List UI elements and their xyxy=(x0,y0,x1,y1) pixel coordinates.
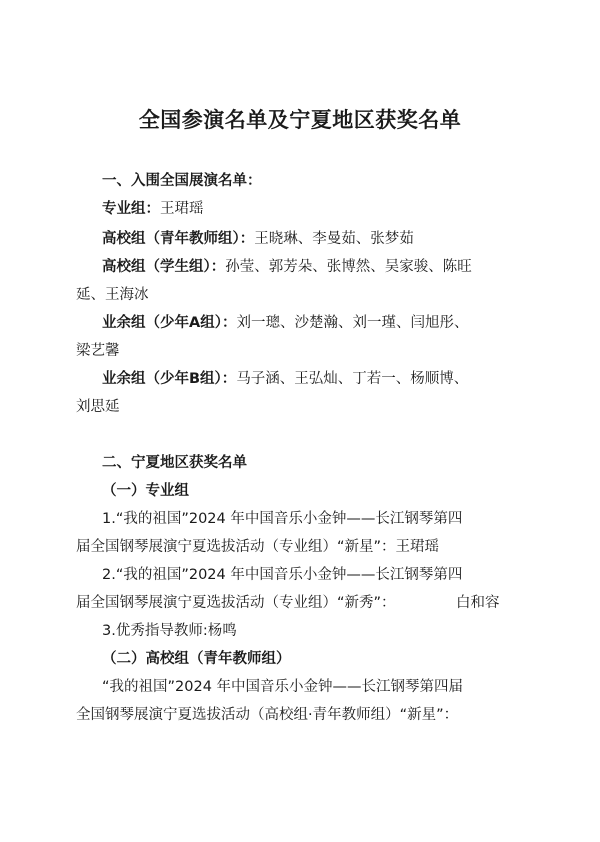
page-title: 全国参演名单及宁夏地区获奖名单 xyxy=(138,108,462,132)
amateur-a-names-line1: 刘一璁、沙楚瀚、刘一瑾、闫旭彤、 xyxy=(236,315,469,331)
sub2-heading: （二）高校组（青年教师组） xyxy=(102,651,291,667)
college-student-label: 高校组（学生组）： xyxy=(102,259,226,275)
college-student-names-line2: 延、王海冰 xyxy=(76,287,149,303)
item1-line1: 1.“我的祖国”2024 年中国音乐小金钟——长江钢琴第四 xyxy=(102,511,463,527)
college-teacher-row xyxy=(102,228,562,250)
item3: 3.优秀指导教师:杨鸣 xyxy=(102,623,237,639)
college-student-row xyxy=(102,256,562,278)
amateur-b-names-line2: 刘思延 xyxy=(76,399,120,415)
amateur-b-label: 业余组（少年B组）： xyxy=(102,371,237,387)
item2-line1: 2.“我的祖国”2024 年中国音乐小金钟——长江钢琴第四 xyxy=(102,567,463,583)
section1-heading: 一、入围全国展演名单： xyxy=(102,173,262,189)
amateur-a-row xyxy=(102,312,562,334)
college-student-names-line1: 孙莹、郭芳朵、张博然、吴家骏、陈旺 xyxy=(225,259,472,275)
professional-names: 王珺瑶 xyxy=(160,201,204,217)
sub2-para-line2: 全国钢琴展演宁夏选拔活动（高校组·青年教师组）“新星”： xyxy=(76,707,459,723)
item2-name: 白和容 xyxy=(456,595,500,611)
item1-line2: 届全国钢琴展演宁夏选拔活动（专业组）“新星”：王珺瑶 xyxy=(76,539,440,555)
sub2-para-line1: “我的祖国”2024 年中国音乐小金钟——长江钢琴第四届 xyxy=(102,679,464,695)
amateur-b-row xyxy=(102,368,562,390)
amateur-a-label: 业余组（少年A组）： xyxy=(102,315,237,331)
section2-heading: 二、宁夏地区获奖名单 xyxy=(102,455,247,471)
item2-line2: 届全国钢琴展演宁夏选拔活动（专业组）“新秀”： xyxy=(76,595,396,611)
college-teacher-names: 王晓琳、李曼茹、张梦茹 xyxy=(254,231,414,247)
professional-row xyxy=(102,198,562,220)
college-teacher-label: 高校组（青年教师组）： xyxy=(102,231,255,247)
amateur-b-names-line1: 马子涵、王弘灿、丁若一、杨顺博、 xyxy=(236,371,469,387)
amateur-a-names-line2: 梁艺馨 xyxy=(76,343,120,359)
professional-label: 专业组： xyxy=(102,201,160,217)
sub1-heading: （一）专业组 xyxy=(102,483,189,499)
